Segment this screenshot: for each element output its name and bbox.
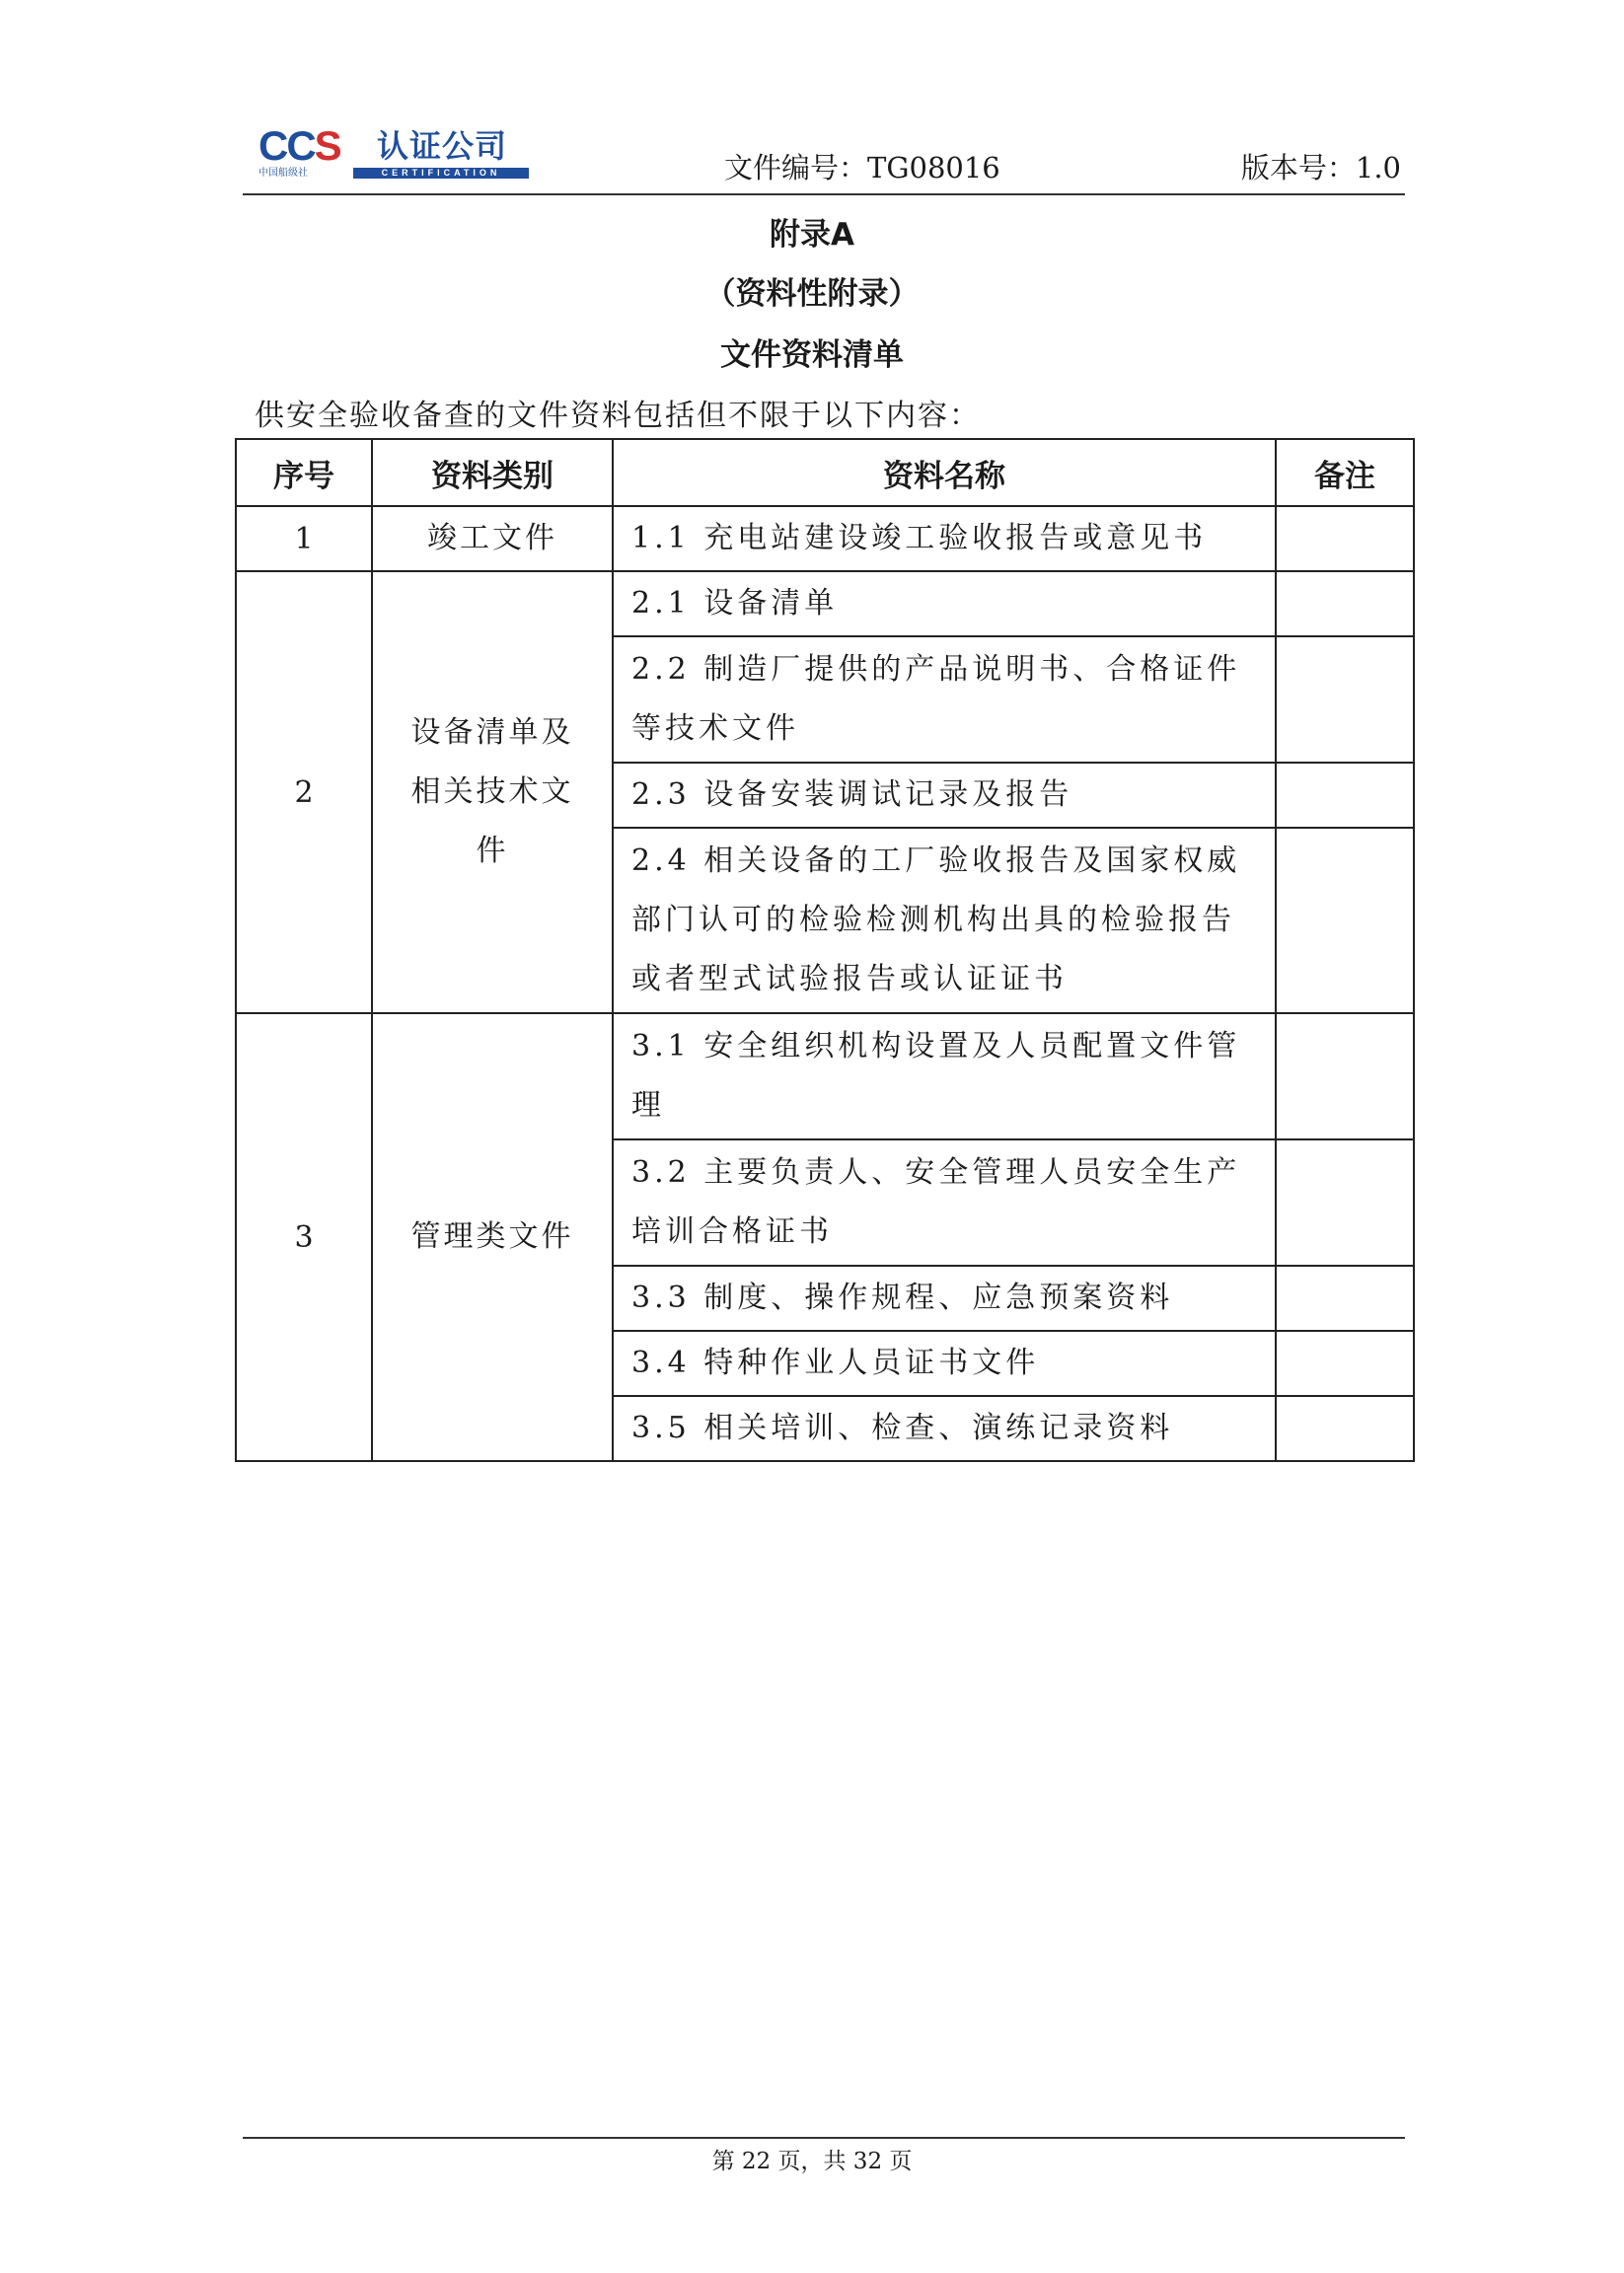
row-category	[372, 1013, 613, 1461]
row-note	[1276, 506, 1414, 571]
category-text: 管理类文件	[410, 1219, 574, 1254]
logo-ccs-text: CCS	[258, 122, 340, 169]
row-item: 2.3 设备安装调试记录及报告	[613, 763, 1276, 828]
table-row	[236, 571, 1414, 636]
table-row	[236, 506, 1414, 571]
row-category	[372, 506, 613, 571]
ccs-logo	[258, 122, 545, 180]
row-item: 2.2 制造厂提供的产品说明书、合格证件等技术文件	[613, 636, 1276, 763]
version-number: 版本号：1.0	[1240, 151, 1401, 184]
row-item: 3.3 制度、操作规程、应急预案资料	[613, 1266, 1276, 1331]
intro-text: 供安全验收备查的文件资料包括但不限于以下内容：	[255, 399, 981, 433]
logo-sub-text: 中国船级社	[258, 168, 308, 179]
header-category: 资料类别	[372, 439, 613, 506]
row-number: 2	[236, 571, 372, 1013]
row-item: 2.1 设备清单	[613, 571, 1276, 636]
row-number: 1	[236, 506, 372, 571]
header-note: 备注	[1276, 439, 1414, 506]
logo-cn-text: 认证公司	[377, 127, 508, 165]
row-item: 3.2 主要负责人、安全管理人员安全生产培训合格证书	[613, 1139, 1276, 1266]
table-header-row	[236, 439, 1414, 506]
table-row	[236, 1013, 1414, 1139]
row-note	[1276, 1266, 1414, 1331]
row-note	[1276, 636, 1414, 763]
document-number: 文件编号：TG08016	[724, 151, 1000, 184]
appendix-title: 附录A	[770, 217, 854, 253]
header-divider	[243, 193, 1405, 195]
header-name: 资料名称	[613, 439, 1276, 506]
row-note	[1276, 763, 1414, 828]
logo-certification-bar: CERTIFICATION	[353, 168, 529, 179]
row-number: 3	[236, 1013, 372, 1461]
appendix-type: （资料性附录）	[704, 276, 920, 312]
row-item: 3.4 特种作业人员证书文件	[613, 1331, 1276, 1396]
appendix-name: 文件资料清单	[720, 337, 904, 373]
row-note	[1276, 1396, 1414, 1461]
category-text: 设备清单及相关技术文件	[410, 715, 574, 868]
row-note	[1276, 1139, 1414, 1266]
page-number: 第 22 页，共 32 页	[711, 2149, 913, 2174]
document-list-table	[235, 438, 1415, 1462]
header-no: 序号	[236, 439, 372, 506]
row-item: 3.5 相关培训、检查、演练记录资料	[613, 1396, 1276, 1461]
footer-divider	[243, 2137, 1405, 2139]
row-note	[1276, 1013, 1414, 1139]
row-note	[1276, 1331, 1414, 1396]
row-note	[1276, 571, 1414, 636]
category-text: 竣工文件	[427, 521, 557, 555]
row-item: 3.1 安全组织机构设置及人员配置文件管理	[613, 1013, 1276, 1139]
row-item: 1.1 充电站建设竣工验收报告或意见书	[613, 506, 1276, 571]
row-item: 2.4 相关设备的工厂验收报告及国家权威部门认可的检验检测机构出具的检验报告或者型式试验报告或认证证书	[613, 828, 1276, 1013]
row-category	[372, 571, 613, 1013]
row-note	[1276, 828, 1414, 1013]
